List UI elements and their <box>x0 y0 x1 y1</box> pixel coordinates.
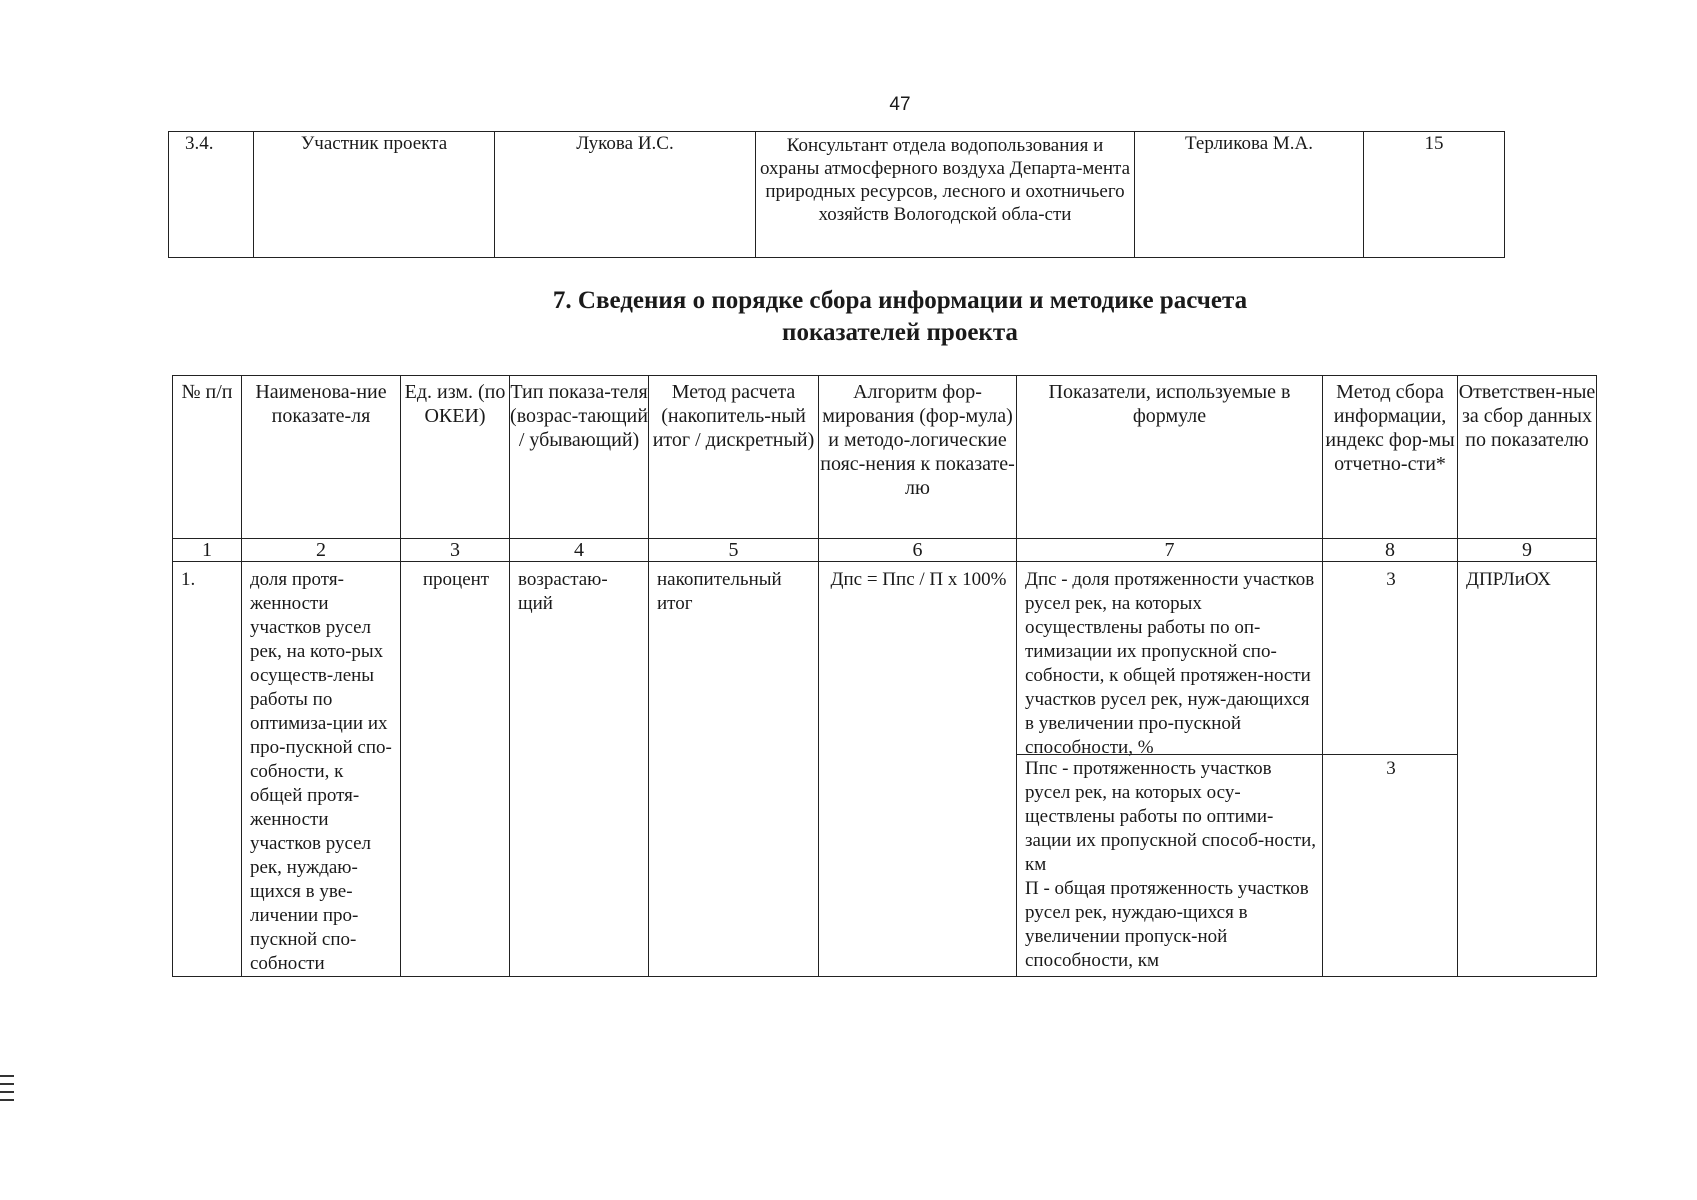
variable-line: Ппс - протяженность участков русел рек, на которых осу-ществлены работы по оптими-зации их пропускной способ-ности, км <box>1025 758 1316 875</box>
table-row <box>173 562 1597 977</box>
page-number: 47 <box>889 94 911 115</box>
row-indicator-name: доля протя-женности участков русел рек, на кото-рых осуществ-лены работы по оптимиза-ции их про-пускной спо-собности, к общей протя-женности участков русел рек, нуждаю-щихся в уве-личении про-пускной спо-собности <box>242 562 401 977</box>
table-header-row <box>173 376 1597 539</box>
variable-description <box>1025 755 1316 973</box>
collection-index: 3 <box>1386 758 1396 779</box>
row-index: 1. <box>173 562 242 977</box>
row-collection-method <box>1323 562 1458 977</box>
header-type: Тип показа-теля (возрас-тающий / убывающий) <box>510 376 649 539</box>
header-unit: Ед. изм. (по ОКЕИ) <box>401 376 510 539</box>
participant-role: Участник проекта <box>254 132 495 258</box>
column-number: 4 <box>510 539 649 562</box>
header-vars: Показатели, используемые в формуле <box>1017 376 1323 539</box>
section-title <box>0 285 1697 349</box>
row-type: возрастаю-щий <box>510 562 649 977</box>
row-formula: Дпс = Ппс / П х 100% <box>819 562 1017 977</box>
row-variables <box>1017 562 1323 977</box>
column-number: 1 <box>173 539 242 562</box>
header-formula: Алгоритм фор-мирования (фор-мула) и методо-логические пояс-нения к показате-лю <box>819 376 1017 539</box>
column-number: 2 <box>242 539 401 562</box>
section-title-line2: показателей проекта <box>782 319 1018 346</box>
header-collection: Метод сбора информации, индекс фор-мы отчетно-сти* <box>1323 376 1458 539</box>
participants-table <box>168 131 1505 258</box>
margin-line <box>0 1075 14 1077</box>
participant-name: Лукова И.С. <box>495 132 756 258</box>
column-number: 6 <box>819 539 1017 562</box>
header-responsible: Ответствен-ные за сбор данных по показателю <box>1458 376 1597 539</box>
participant-position: Консультант отдела водопользования и охраны атмосферного воздуха Департа-мента природных ресурсов, лесного и охотничьего хозяйств Вологодской обла-сти <box>756 132 1135 258</box>
header-method: Метод расчета (накопитель-ный итог / дискретный) <box>649 376 819 539</box>
margin-marks <box>0 1075 14 1107</box>
row-method: накопительный итог <box>649 562 819 977</box>
row-unit: процент <box>401 562 510 977</box>
column-number: 5 <box>649 539 819 562</box>
margin-line <box>0 1099 14 1101</box>
column-number: 8 <box>1323 539 1458 562</box>
variable-line: П - общая протяженность участков русел рек, нуждаю-щихся в увеличении пропуск-ной способности, км <box>1025 878 1309 971</box>
column-number-row <box>173 539 1597 562</box>
participant-index: 3.4. <box>169 132 254 258</box>
indicators-table <box>172 375 1597 977</box>
section-title-line1: 7. Сведения о порядке сбора информации и методике расчета <box>552 287 1248 314</box>
participant-share: 15 <box>1364 132 1505 258</box>
table-row <box>169 132 1505 258</box>
row-responsible: ДПРЛиОХ <box>1458 562 1597 977</box>
column-number: 9 <box>1458 539 1597 562</box>
margin-line <box>0 1083 14 1085</box>
margin-line <box>0 1091 14 1093</box>
header-index: № п/п <box>173 376 242 539</box>
header-name: Наименова-ние показате-ля <box>242 376 401 539</box>
collection-index: 3 <box>1323 562 1457 755</box>
column-number: 3 <box>401 539 510 562</box>
participant-supervisor: Терликова М.А. <box>1135 132 1364 258</box>
column-number: 7 <box>1017 539 1323 562</box>
variable-description: Дпс - доля протяженности участков русел рек, на которых осуществлены работы по оп-тимизации их пропускной спо-собности, к общей протяжен-ности участков русел рек, нуж-дающихся в увеличении про-пускной способности, % <box>1017 562 1322 755</box>
